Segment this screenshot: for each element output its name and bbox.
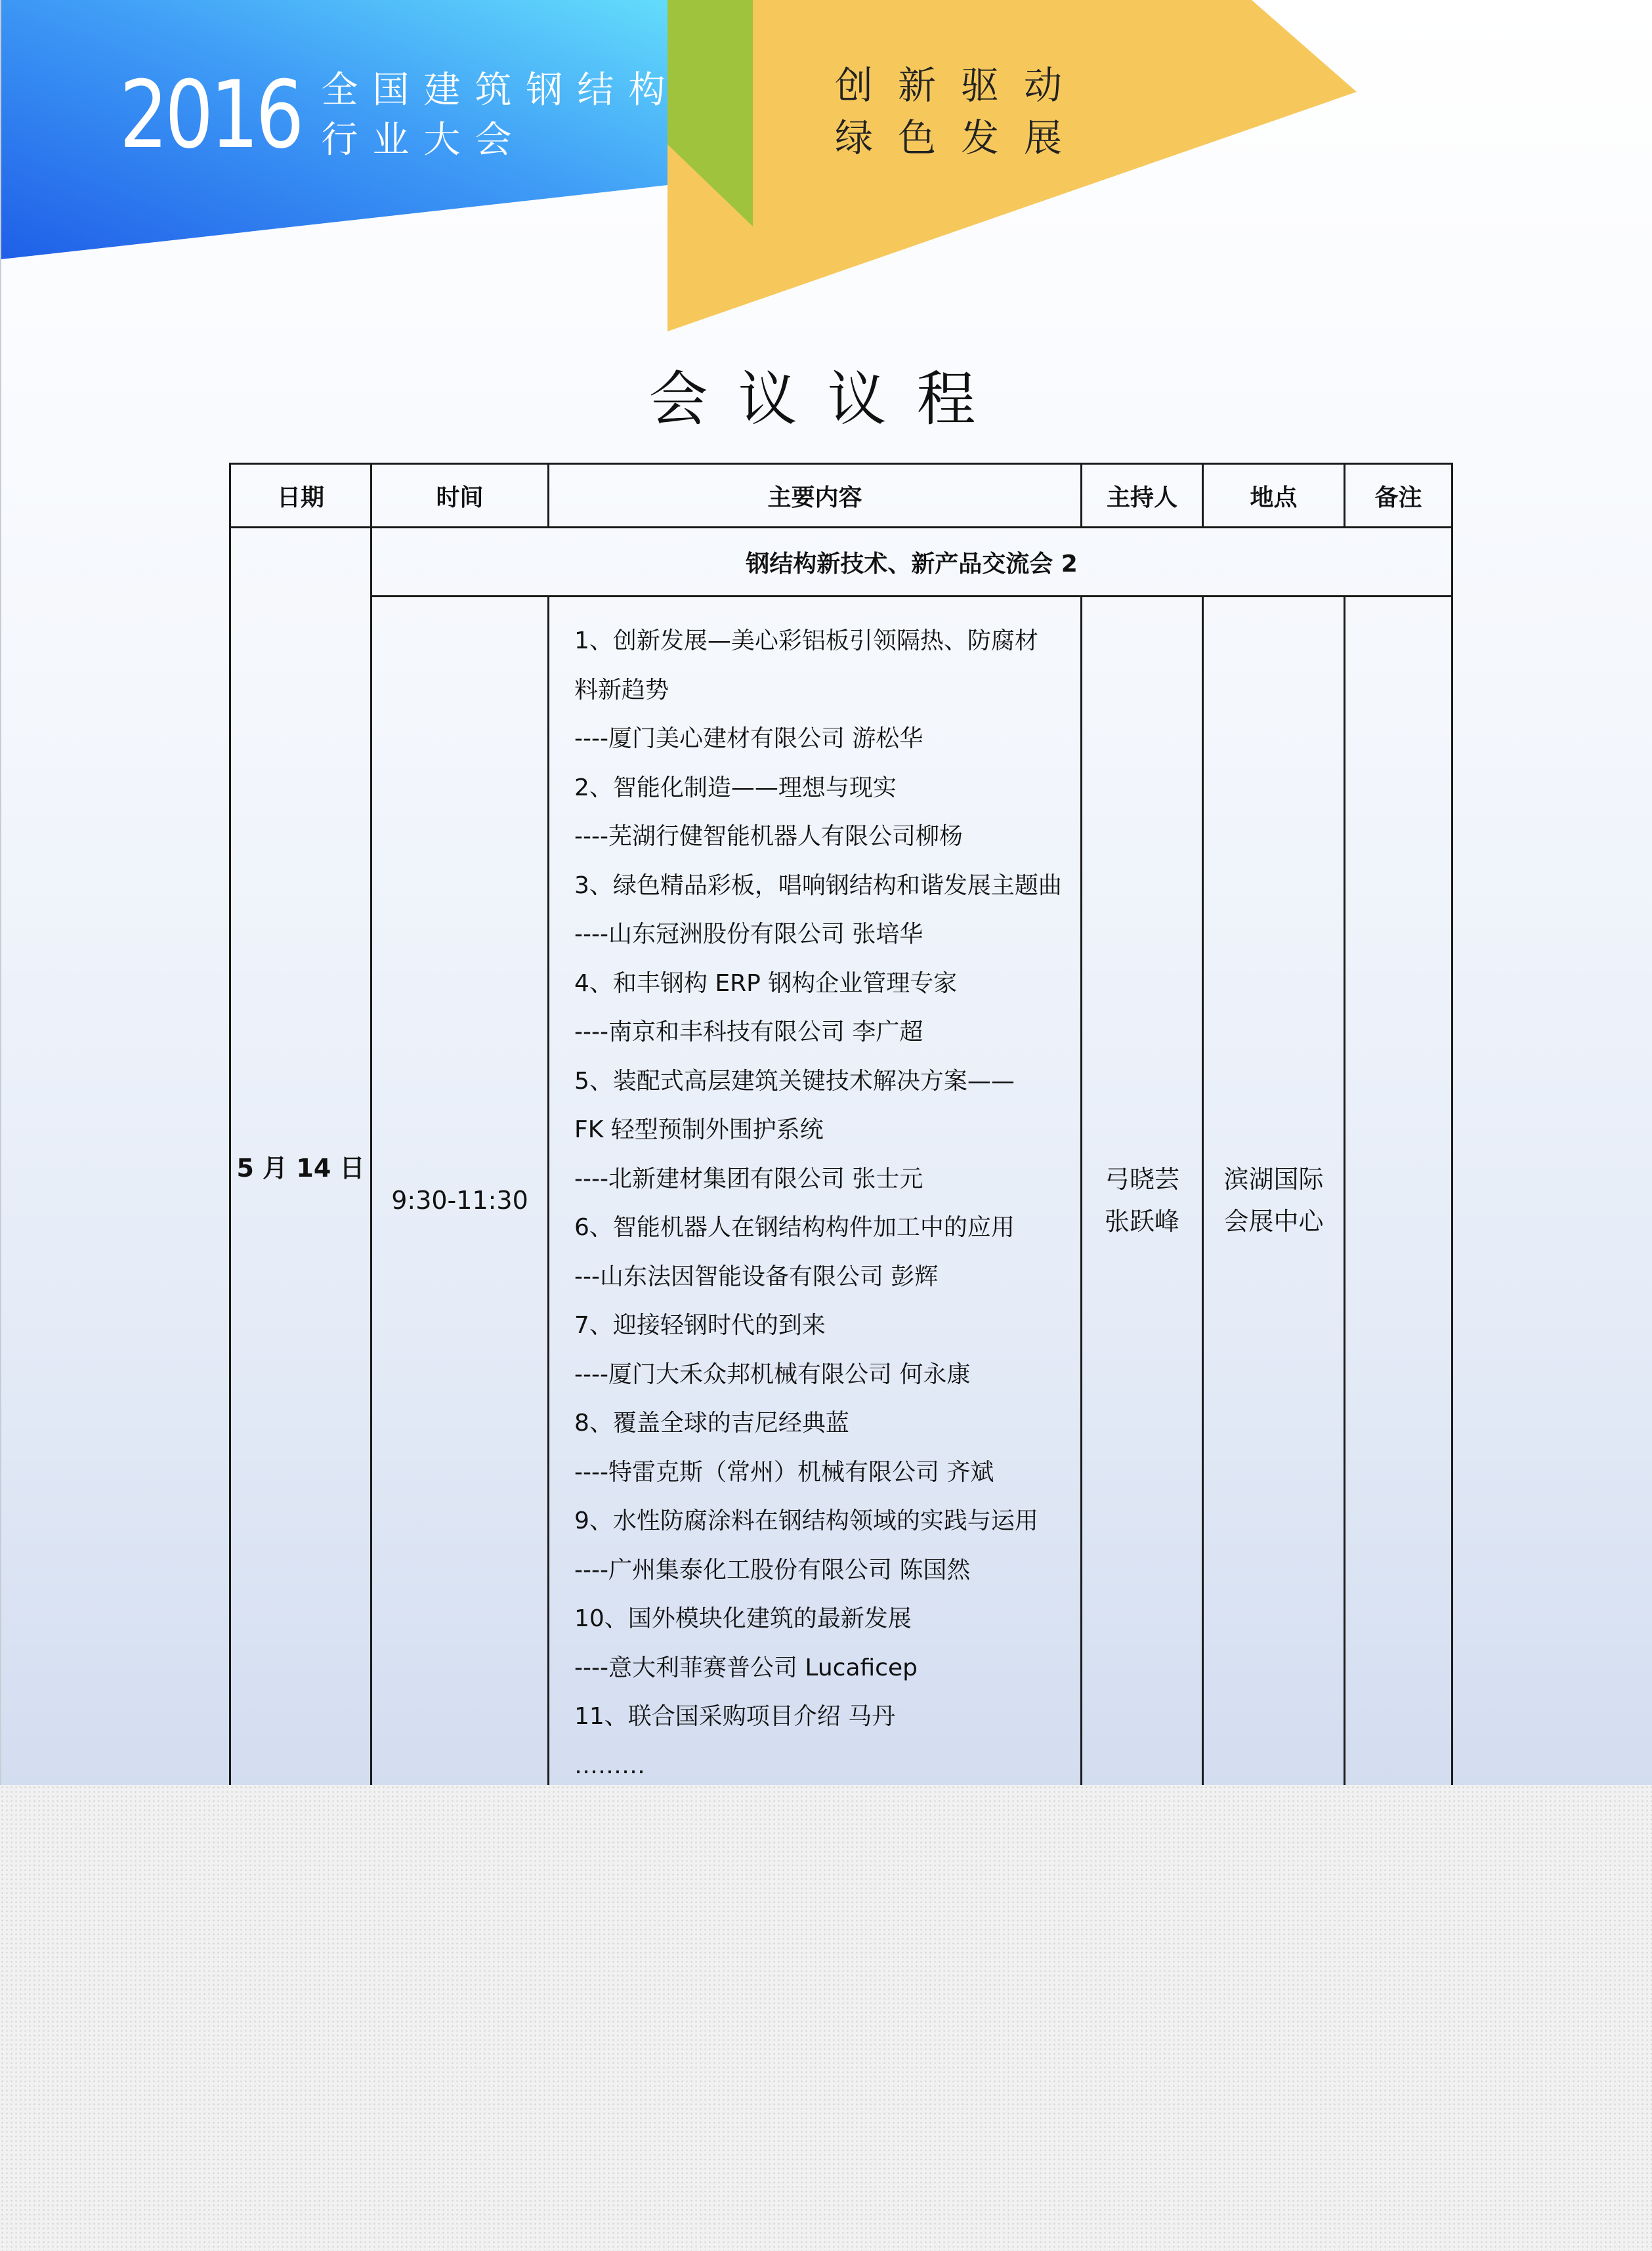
- date-cell: [230, 528, 371, 1786]
- content-line: ----厦门美心建材有限公司 游松华: [574, 725, 923, 752]
- note-cell: [1345, 597, 1452, 1786]
- host-cell: [1082, 597, 1203, 1786]
- yellow-shape: [667, 0, 1357, 331]
- brand-line-1: 全国建筑钢结构: [321, 69, 680, 112]
- host-name-2: 张跃峰: [1104, 1207, 1179, 1236]
- slogan-line-1: 创新驱动: [835, 63, 1088, 108]
- agenda-table: [229, 463, 1453, 1785]
- content-line: ----芜湖行健智能机器人有限公司柳杨: [574, 823, 963, 850]
- content-line: 11、联合国采购项目介绍 马丹: [574, 1703, 896, 1730]
- session-row: [230, 528, 1452, 597]
- header-date: 日期: [230, 464, 371, 528]
- content-cell: [549, 597, 1082, 1786]
- detail-row: [230, 597, 1452, 1786]
- content-line: ………: [574, 1752, 645, 1779]
- header-note: 备注: [1345, 464, 1452, 528]
- content-line: ----意大利菲赛普公司 Lucaficep: [574, 1654, 918, 1681]
- page-cutoff-area: [0, 1785, 1652, 2251]
- content-line: ---山东法因智能设备有限公司 彭辉: [574, 1263, 939, 1290]
- page-title: 会议议程: [648, 365, 1006, 434]
- content-line: 10、国外模块化建筑的最新发展: [574, 1605, 912, 1632]
- content-line: ----厦门大禾众邦机械有限公司 何永康: [574, 1360, 971, 1388]
- content-line: 4、和丰钢构 ERP 钢构企业管理专家: [574, 969, 958, 997]
- header-banner: [1, 0, 1652, 341]
- content-line: 9、水性防腐涂料在钢结构领域的实践与运用: [574, 1507, 1038, 1534]
- brand-year: 2016: [119, 61, 301, 169]
- content-line: ----特雷克斯（常州）机械有限公司 齐斌: [574, 1458, 994, 1486]
- header-host: 主持人: [1082, 464, 1203, 528]
- content-line: FK 轻型预制外围护系统: [574, 1116, 824, 1143]
- content-line: ----北新建材集团有限公司 张士元: [574, 1165, 923, 1192]
- content-line: 1、创新发展—美心彩铝板引领隔热、防腐材: [574, 627, 1038, 654]
- content-line: 料新趋势: [574, 676, 669, 704]
- content-line: 6、智能机器人在钢结构构件加工中的应用: [574, 1214, 1015, 1241]
- venue-line-2: 会展中心: [1223, 1207, 1324, 1236]
- venue-cell: [1203, 597, 1345, 1786]
- content-line: 3、绿色精品彩板，唱响钢结构和谐发展主题曲: [574, 872, 1062, 899]
- content-line: 5、装配式高层建筑关键技术解决方案——: [574, 1067, 1015, 1095]
- content-list: [574, 617, 1061, 1785]
- header-content: 主要内容: [549, 464, 1082, 528]
- venue-line-1: 滨湖国际: [1223, 1165, 1324, 1194]
- header-venue: 地点: [1203, 464, 1345, 528]
- slogan: [835, 59, 1087, 164]
- header-time: 时间: [371, 464, 549, 528]
- date-value: 5 月 14 日: [236, 1154, 365, 1183]
- time-cell: 9:30-11:30: [371, 597, 549, 1786]
- session-title: 钢结构新技术、新产品交流会 2: [371, 528, 1452, 597]
- event-brand: [119, 61, 680, 169]
- content-line: ----广州集泰化工股份有限公司 陈国然: [574, 1556, 971, 1584]
- slogan-line-2: 绿色发展: [835, 116, 1088, 160]
- content-line: 7、迎接轻钢时代的到来: [574, 1312, 826, 1339]
- content-line: 2、智能化制造——理想与现实: [574, 774, 897, 801]
- content-line: ----南京和丰科技有限公司 李广超: [574, 1019, 923, 1045]
- host-name-1: 弓晓芸: [1104, 1165, 1179, 1194]
- brand-line-2: 行业大会: [321, 119, 526, 161]
- content-line: ----山东冠洲股份有限公司 张培华: [574, 921, 923, 948]
- table-header-row: [230, 464, 1452, 528]
- content-line: 8、覆盖全球的吉尼经典蓝: [574, 1410, 849, 1437]
